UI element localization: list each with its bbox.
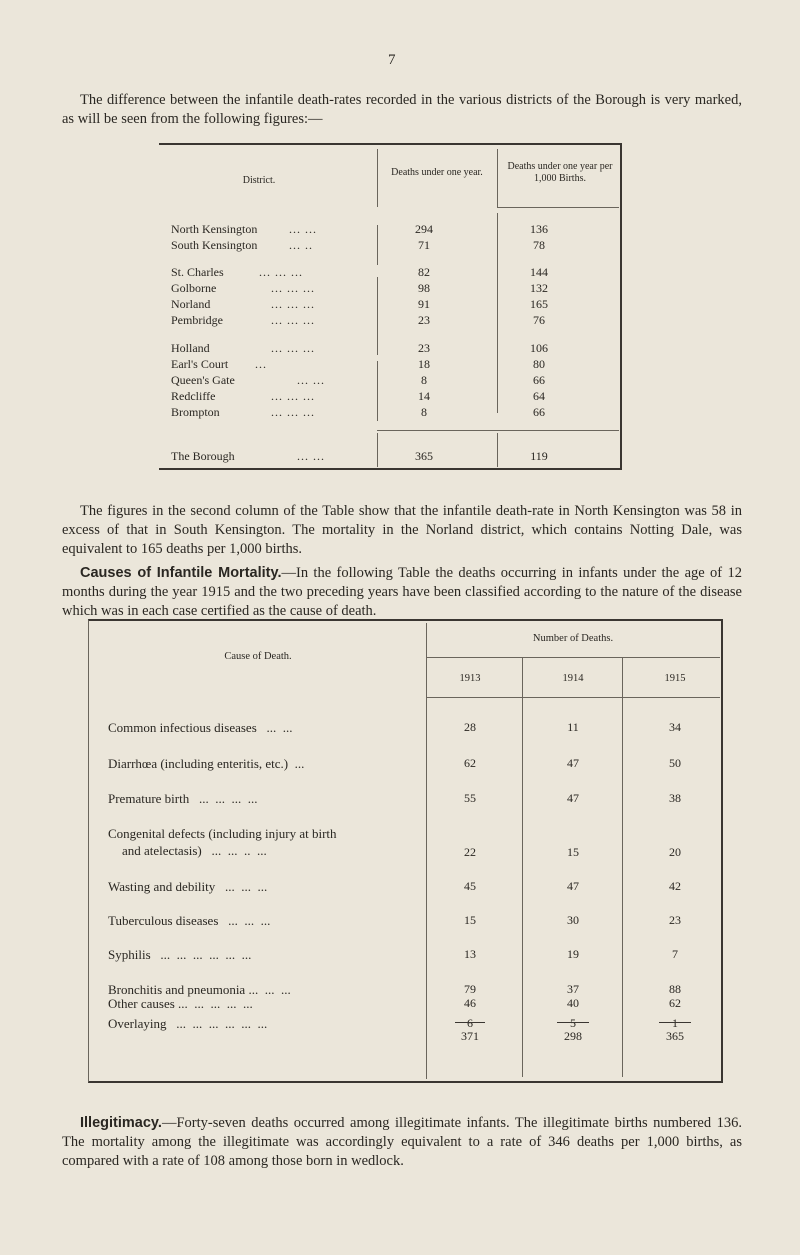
rate-value: 119 bbox=[530, 449, 548, 463]
value-1915: 20 bbox=[669, 845, 681, 859]
value-1914: 40 bbox=[567, 996, 579, 1010]
deaths-value: 294 bbox=[415, 222, 433, 236]
table-row bbox=[159, 281, 622, 298]
header-number: Number of Deaths. bbox=[532, 633, 614, 644]
cause-text-line2: and atelectasis) bbox=[122, 843, 202, 858]
deaths-value: 8 bbox=[421, 405, 427, 419]
rate-value: 165 bbox=[530, 297, 548, 311]
rate-value: 106 bbox=[530, 341, 548, 355]
deaths-value: 8 bbox=[421, 373, 427, 387]
cause-text: Congenital defects (including injury at birth bbox=[108, 826, 337, 841]
header-deaths: Deaths under one year. bbox=[391, 167, 483, 178]
deaths-value: 91 bbox=[418, 297, 430, 311]
district-name: Earl's Court bbox=[171, 357, 229, 371]
leader-dots: ... ... ... bbox=[271, 341, 315, 355]
value-1913: 55 bbox=[464, 791, 476, 805]
district-name: Golborne bbox=[171, 281, 217, 295]
deaths-value: 23 bbox=[418, 341, 430, 355]
district-name: North Kensington bbox=[171, 222, 258, 236]
total-rule bbox=[659, 1022, 691, 1023]
value-1915: 62 bbox=[669, 996, 681, 1010]
deaths-value: 14 bbox=[418, 389, 430, 403]
value-1913: 6 bbox=[467, 1016, 473, 1030]
rate-value: 64 bbox=[533, 389, 545, 403]
value-1915: 34 bbox=[669, 720, 681, 734]
cause-text: Wasting and debility bbox=[108, 879, 216, 894]
deaths-value: 71 bbox=[418, 238, 430, 252]
header-year-1914: 1914 bbox=[562, 673, 584, 684]
value-1914: 19 bbox=[567, 947, 579, 961]
cause-text: Diarrhœa (including enteritis, etc.) bbox=[108, 756, 289, 771]
value-1913: 28 bbox=[464, 720, 476, 734]
value-1913: 15 bbox=[464, 913, 476, 927]
value-1915: 50 bbox=[669, 756, 681, 770]
district-name: Holland bbox=[171, 341, 210, 355]
value-1913: 62 bbox=[464, 756, 476, 770]
table-rule bbox=[159, 143, 622, 145]
leader-dots: ... bbox=[255, 357, 267, 371]
leader-dots: ... ... bbox=[260, 720, 293, 735]
intro-paragraph: The difference between the infantile death-rates recorded in the various districts of the Borough is very marked, as will be seen from the following figures:— bbox=[62, 92, 742, 127]
causes-heading: Causes of Infantile Mortality. bbox=[80, 565, 282, 581]
cause-text: Common infectious diseases bbox=[108, 720, 257, 735]
total-row bbox=[159, 449, 622, 466]
deaths-value: 98 bbox=[418, 281, 430, 295]
illegitimacy-heading: Illegitimacy. bbox=[80, 1115, 162, 1131]
table-row bbox=[159, 405, 622, 422]
total-rule bbox=[377, 430, 497, 431]
district-name: Pembridge bbox=[171, 313, 223, 327]
rate-value: 132 bbox=[530, 281, 548, 295]
column-divider bbox=[497, 149, 498, 207]
total-rule bbox=[557, 1022, 589, 1023]
causes-text: —In the following Table the deaths occurring in infants under the age of 12 months during the year 1915 and the two preceding years have been classified according to the nature of the disease which was in each case certified as the cause of death. bbox=[62, 565, 742, 619]
district-name: Redcliffe bbox=[171, 389, 216, 403]
page-number: 7 bbox=[388, 52, 396, 68]
value-1915: 42 bbox=[669, 879, 681, 893]
value-1914: 47 bbox=[567, 879, 579, 893]
value-1914: 37 bbox=[567, 982, 579, 996]
causes-table-lower bbox=[88, 619, 722, 1081]
deaths-value: 365 bbox=[415, 449, 433, 463]
value-1915: 7 bbox=[672, 947, 678, 961]
value-1915: 88 bbox=[669, 982, 681, 996]
rate-value: 66 bbox=[533, 405, 545, 419]
illegitimacy-text: —Forty-seven deaths occurred among illegitimate infants. The illegitimate births numbered 136. The mortality among the illegitimate was accordingly equivalent to a rate of 346 deaths per 1,000 births, as compared with a rate of 108 among those born in wedlock. bbox=[62, 1115, 742, 1169]
table-row bbox=[159, 341, 622, 358]
table-row bbox=[159, 265, 622, 282]
district-table bbox=[159, 143, 622, 470]
table-row bbox=[159, 222, 622, 239]
value-1913: 22 bbox=[464, 845, 476, 859]
total-1913: 371 bbox=[461, 1029, 479, 1043]
table-row bbox=[159, 238, 622, 255]
table-row bbox=[159, 373, 622, 390]
leader-dots: ... .. bbox=[289, 238, 313, 252]
leader-dots: ... ... ... bbox=[259, 265, 303, 279]
table-rule bbox=[159, 468, 622, 470]
cause-text: Premature birth bbox=[108, 791, 190, 806]
rate-value: 80 bbox=[533, 357, 545, 371]
cause-text: Other causes bbox=[108, 996, 175, 1011]
district-name: The Borough bbox=[171, 449, 235, 463]
leader-dots: ... ... bbox=[297, 373, 325, 387]
leader-dots: ... ... ... ... bbox=[192, 791, 258, 806]
causes-paragraph bbox=[62, 564, 742, 621]
value-1914: 11 bbox=[567, 720, 579, 734]
illegitimacy-paragraph bbox=[62, 1114, 742, 1171]
value-1913: 45 bbox=[464, 879, 476, 893]
leader-dots: ... ... ... ... ... ... bbox=[169, 1016, 268, 1031]
district-name: St. Charles bbox=[171, 265, 224, 279]
table-row bbox=[159, 389, 622, 406]
leader-dots: ... ... bbox=[297, 449, 325, 463]
rate-value: 78 bbox=[533, 238, 545, 252]
value-1914: 15 bbox=[567, 845, 579, 859]
value-1914: 5 bbox=[570, 1016, 576, 1030]
district-name: South Kensington bbox=[171, 238, 258, 252]
value-1913: 79 bbox=[464, 982, 476, 996]
deaths-value: 18 bbox=[418, 357, 430, 371]
value-1914: 47 bbox=[567, 756, 579, 770]
leader-dots: ... ... ... bbox=[271, 313, 315, 327]
district-name: Norland bbox=[171, 297, 211, 311]
total-1915: 365 bbox=[666, 1029, 684, 1043]
leader-dots: ... bbox=[291, 756, 305, 771]
district-name: Queen's Gate bbox=[171, 373, 235, 387]
header-year-1915: 1915 bbox=[664, 673, 686, 684]
rate-value: 66 bbox=[533, 373, 545, 387]
leader-dots: ... ... bbox=[289, 222, 317, 236]
cause-text: Tuberculous diseases bbox=[108, 913, 219, 928]
value-1914: 47 bbox=[567, 791, 579, 805]
header-year-1913: 1913 bbox=[459, 673, 481, 684]
leader-dots: ... ... ... bbox=[248, 982, 291, 997]
leader-dots: ... ... ... bbox=[218, 879, 268, 894]
value-1914: 30 bbox=[567, 913, 579, 927]
cause-label bbox=[108, 995, 408, 1012]
district-name: Brompton bbox=[171, 405, 220, 419]
leader-dots: ... ... ... ... ... bbox=[178, 996, 253, 1011]
total-1914: 298 bbox=[564, 1029, 582, 1043]
cause-text: Overlaying bbox=[108, 1016, 167, 1031]
rate-value: 76 bbox=[533, 313, 545, 327]
leader-dots: ... ... ... bbox=[271, 297, 315, 311]
leader-dots: ... ... .. ... bbox=[205, 843, 267, 858]
leader-dots: ... ... ... bbox=[271, 281, 315, 295]
header-rule bbox=[497, 207, 619, 208]
rate-value: 136 bbox=[530, 222, 548, 236]
deaths-value: 82 bbox=[418, 265, 430, 279]
value-1913: 13 bbox=[464, 947, 476, 961]
rate-value: 144 bbox=[530, 265, 548, 279]
cause-text: Syphilis bbox=[108, 947, 151, 962]
table-row bbox=[159, 313, 622, 330]
value-1913: 46 bbox=[464, 996, 476, 1010]
table-row bbox=[159, 297, 622, 314]
value-1915: 1 bbox=[672, 1016, 678, 1030]
deaths-value: 23 bbox=[418, 313, 430, 327]
total-rule bbox=[497, 430, 619, 431]
header-rate: Deaths under one year per 1,000 Births. bbox=[507, 161, 613, 184]
value-1915: 23 bbox=[669, 913, 681, 927]
leader-dots: ... ... ... ... ... ... bbox=[153, 947, 252, 962]
header-cause: Cause of Death. bbox=[224, 651, 292, 662]
leader-dots: ... ... ... bbox=[221, 913, 271, 928]
leader-dots: ... ... ... bbox=[271, 405, 315, 419]
column-divider bbox=[377, 149, 378, 207]
cause-text: Bronchitis and pneumonia bbox=[108, 982, 246, 997]
value-1915: 38 bbox=[669, 791, 681, 805]
second-paragraph: The figures in the second column of the Table show that the infantile death-rate in North Kensington was 58 in excess of that in South Kensington. The mortality in the Norland district, which contains Notting Dale, was equivalent to 165 deaths per 1,000 births. bbox=[62, 503, 742, 557]
table-row bbox=[159, 357, 622, 374]
leader-dots: ... ... ... bbox=[271, 389, 315, 403]
total-rule bbox=[455, 1022, 485, 1023]
header-district: District. bbox=[242, 175, 276, 186]
